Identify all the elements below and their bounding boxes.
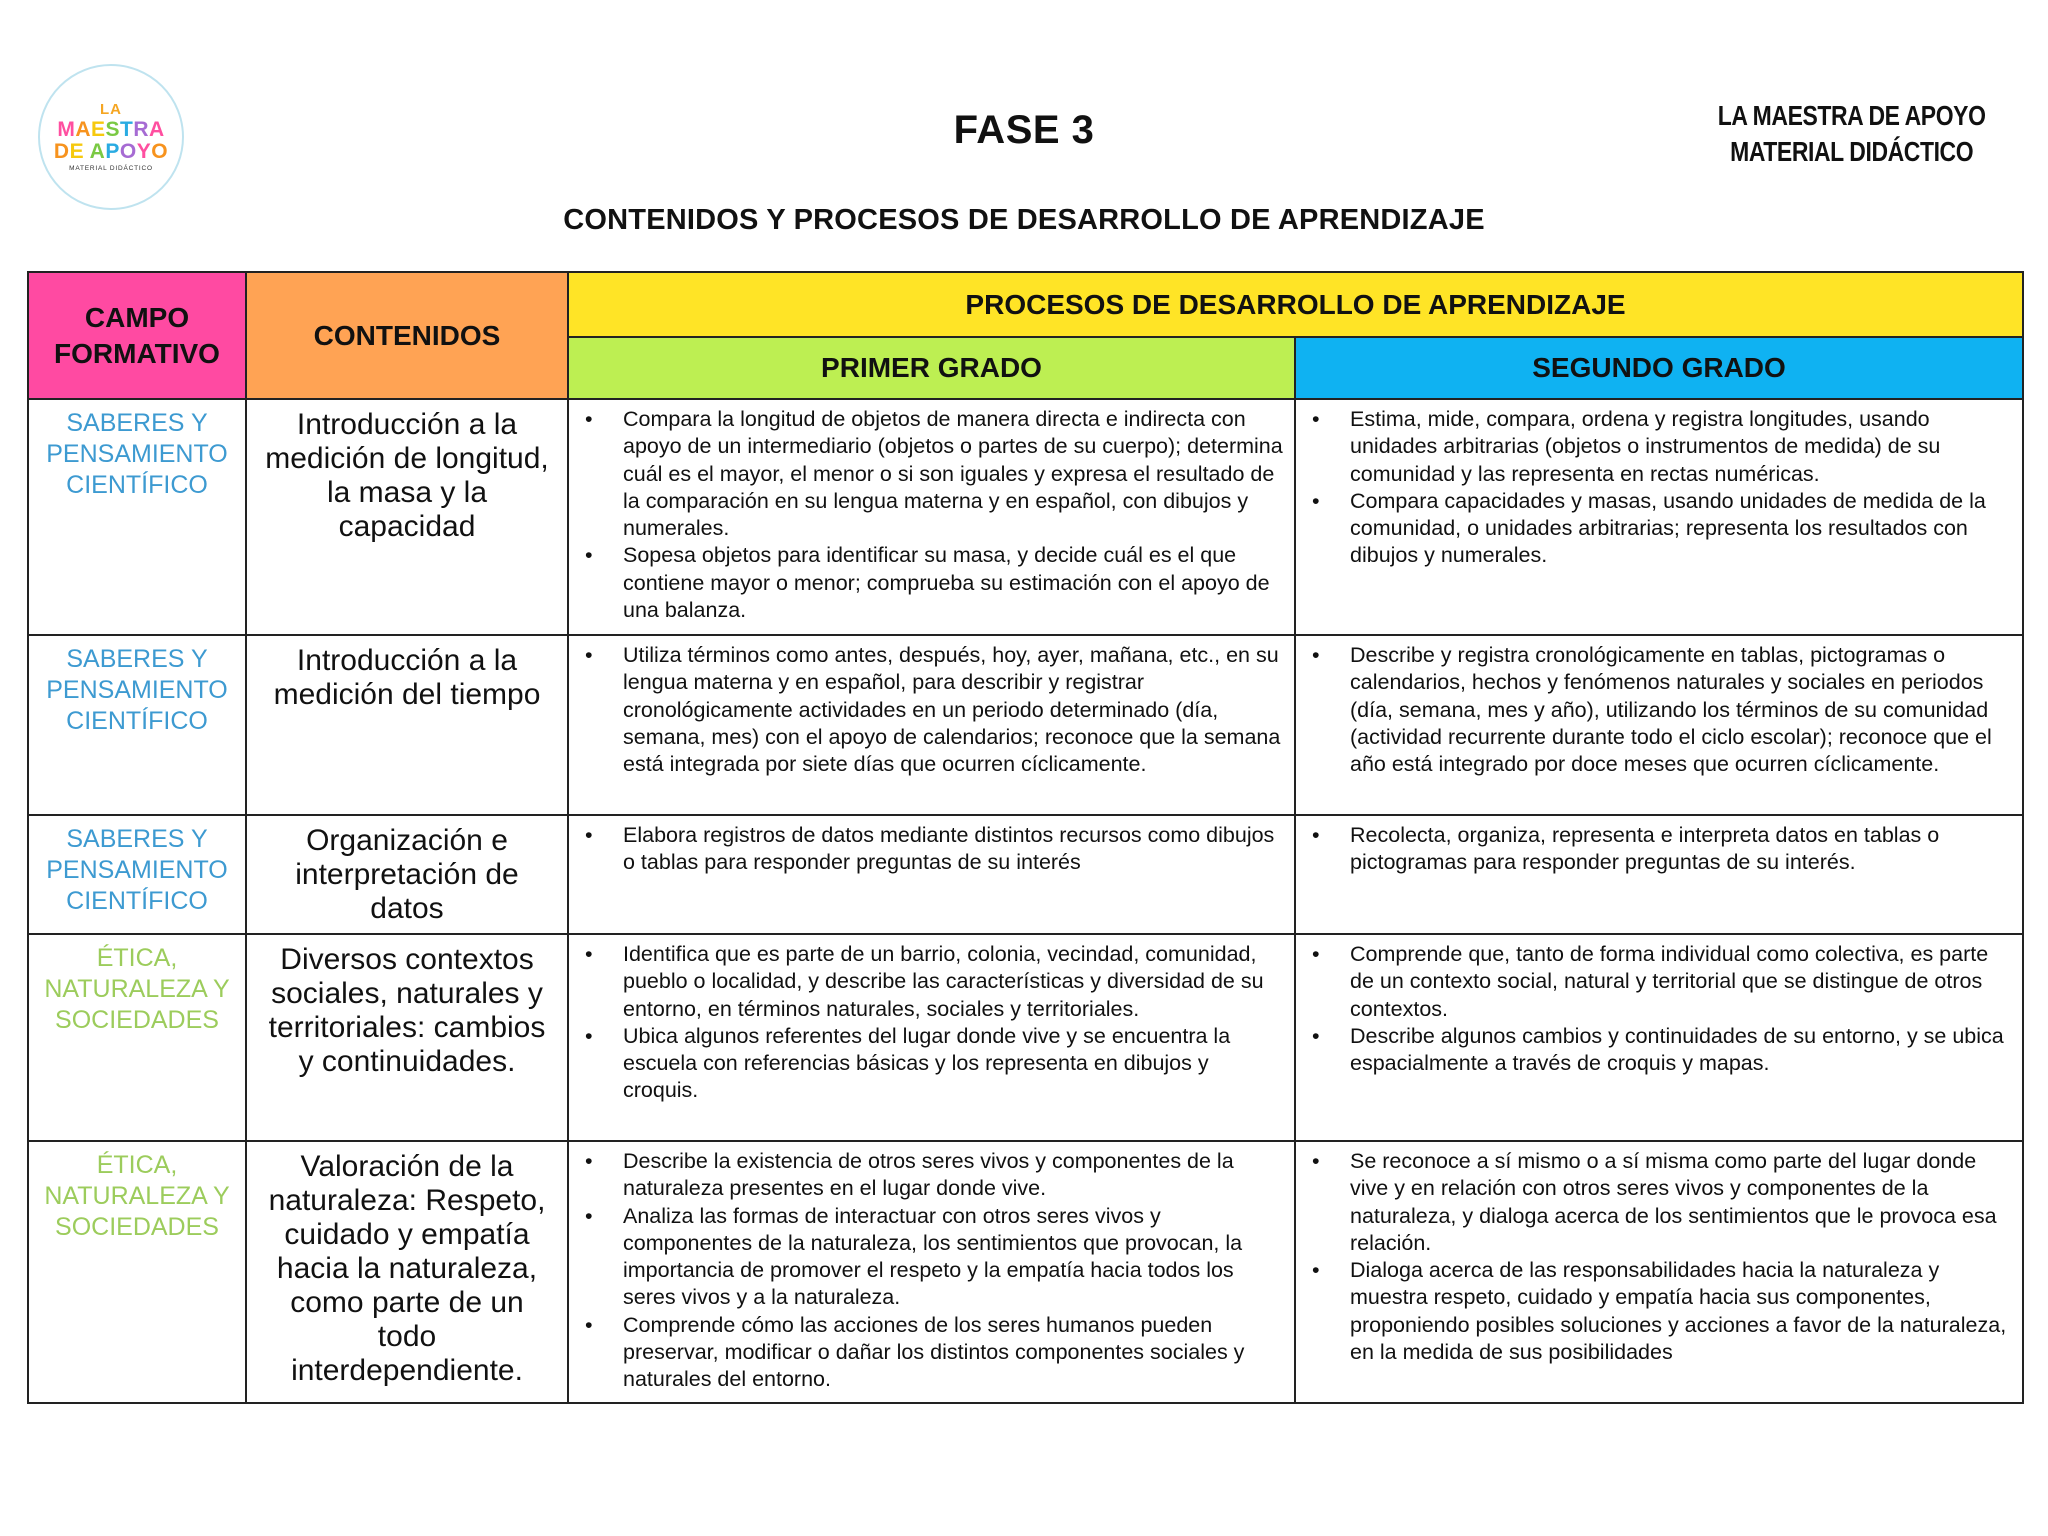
primer-grado-cell xyxy=(568,399,1295,635)
campo-formativo-cell: SABERES Y PENSAMIENTO CIENTÍFICO xyxy=(28,815,246,934)
list-item: • Describe la existencia de otros seres vivos y componentes de la naturaleza presentes en el lugar donde vive. xyxy=(579,1148,1284,1203)
table-row xyxy=(28,635,2023,815)
list-item: • Comprende cómo las acciones de los seres humanos pueden preservar, modificar o dañar los distintos componentes sociales y naturales del entorno. xyxy=(579,1312,1284,1394)
primer-grado-cell xyxy=(568,934,1295,1141)
logo-line-3: DE APOYO xyxy=(53,139,169,163)
primer-grado-cell xyxy=(568,815,1295,934)
logo-line-1: LA xyxy=(100,100,122,118)
list-item: • Recolecta, organiza, representa e interpreta datos en tablas o pictogramas para responder preguntas de su interés. xyxy=(1306,822,2012,877)
list-item: • Describe y registra cronológicamente en tablas, pictogramas o calendarios, hechos y fenómenos naturales y sociales en periodos (día, semana, mes y año), utilizando los términos de su comunidad (actividad recurrente durante todo el ciclo escolar); reconoce que el año está integrado por doce meses que ocurren cíclicamente. xyxy=(1306,642,2012,778)
header-contenidos: CONTENIDOS xyxy=(246,272,568,399)
campo-formativo-cell: SABERES Y PENSAMIENTO CIENTÍFICO xyxy=(28,635,246,815)
page-subtitle: CONTENIDOS Y PROCESOS DE DESARROLLO DE APRENDIZAJE xyxy=(563,204,1485,236)
segundo-grado-cell xyxy=(1295,1141,2023,1403)
brand-name xyxy=(1718,98,1986,170)
logo-line-4: MATERIAL DIDÁCTICO xyxy=(69,164,153,172)
list-item: • Estima, mide, compara, ordena y registra longitudes, usando unidades arbitrarias (objetos o instrumentos de medida) de su comunidad y las representa en rectas numéricas. xyxy=(1306,406,2012,488)
contenido-cell: Valoración de la naturaleza: Respeto, cuidado y empatía hacia la naturaleza, como parte de un todo interdependiente. xyxy=(246,1141,568,1403)
list-item: • Se reconoce a sí mismo o a sí misma como parte del lugar donde vive y en relación con otros seres vivos y componentes de la naturaleza, y dialoga acerca de los sentimientos que le provoca esa relación. xyxy=(1306,1148,2012,1257)
campo-formativo-cell: ÉTICA, NATURALEZA Y SOCIEDADES xyxy=(28,1141,246,1403)
brand-line-1: LA MAESTRA DE APOYO xyxy=(1718,100,1986,131)
brand-line-2: MATERIAL DIDÁCTICO xyxy=(1730,136,1974,167)
logo-line-2: MAESTRA xyxy=(57,117,165,141)
campo-formativo-cell: SABERES Y PENSAMIENTO CIENTÍFICO xyxy=(28,399,246,635)
segundo-grado-cell xyxy=(1295,815,2023,934)
list-item: • Analiza las formas de interactuar con otros seres vivos y componentes de la naturaleza, los sentimientos que provocan, la importancia de promover el respeto y la empatía hacia todos los seres vivos y a la naturaleza. xyxy=(579,1203,1284,1312)
contenido-cell: Introducción a la medición del tiempo xyxy=(246,635,568,815)
contenido-cell: Diversos contextos sociales, naturales y territoriales: cambios y continuidades. xyxy=(246,934,568,1141)
list-item: • Elabora registros de datos mediante distintos recursos como dibujos o tablas para responder preguntas de su interés xyxy=(579,822,1284,877)
campo-formativo-cell: ÉTICA, NATURALEZA Y SOCIEDADES xyxy=(28,934,246,1141)
primer-grado-cell xyxy=(568,635,1295,815)
table-row xyxy=(28,934,2023,1141)
list-item: • Describe algunos cambios y continuidades de su entorno, y se ubica espacialmente a través de croquis y mapas. xyxy=(1306,1023,2012,1078)
list-item: • Comprende que, tanto de forma individual como colectiva, es parte de un contexto social, natural y territorial que se distingue de otros contextos. xyxy=(1306,941,2012,1023)
segundo-grado-cell xyxy=(1295,399,2023,635)
list-item: • Compara capacidades y masas, usando unidades de medida de la comunidad, o unidades arbitrarias; representa los resultados con dibujos y numerales. xyxy=(1306,488,2012,570)
list-item: • Dialoga acerca de las responsabilidades hacia la naturaleza y muestra respeto, cuidado y empatía hacia sus componentes, proponiendo posibles soluciones y acciones a favor de la naturaleza, en la medida de sus posibilidades xyxy=(1306,1257,2012,1366)
table-row xyxy=(28,815,2023,934)
header-campo-label: CAMPO FORMATIVO xyxy=(54,301,220,369)
primer-grado-cell xyxy=(568,1141,1295,1403)
header-segundo-grado: SEGUNDO GRADO xyxy=(1295,337,2023,399)
contenido-cell: Organización e interpretación de datos xyxy=(246,815,568,934)
list-item: • Ubica algunos referentes del lugar donde vive y se encuentra la escuela con referencias básicas y los representa en dibujos y croquis. xyxy=(579,1023,1284,1105)
contenido-cell: Introducción a la medición de longitud, la masa y la capacidad xyxy=(246,399,568,635)
segundo-grado-cell xyxy=(1295,635,2023,815)
list-item: • Utiliza términos como antes, después, hoy, ayer, mañana, etc., en su lengua materna y en español, para describir y registrar cronológicamente actividades en un periodo determinado (día, semana, mes) con el apoyo de calendarios; reconoce que la semana está integrada por siete días que ocurren cíclicamente. xyxy=(579,642,1284,778)
list-item: • Identifica que es parte de un barrio, colonia, vecindad, comunidad, pueblo o localidad, y describe las características y diversidad de su entorno, en términos naturales, sociales y territoriales. xyxy=(579,941,1284,1023)
header-primer-grado: PRIMER GRADO xyxy=(568,337,1295,399)
header-procesos: PROCESOS DE DESARROLLO DE APRENDIZAJE xyxy=(568,272,2023,337)
table-row xyxy=(28,1141,2023,1403)
page-title: FASE 3 xyxy=(953,108,1095,152)
list-item: • Sopesa objetos para identificar su masa, y decide cuál es el que contiene mayor o menor; comprueba su estimación con el apoyo de una balanza. xyxy=(579,542,1284,624)
segundo-grado-cell xyxy=(1295,934,2023,1141)
table-row xyxy=(28,399,2023,635)
list-item: • Compara la longitud de objetos de manera directa e indirecta con apoyo de un intermediario (objetos o partes de su cuerpo); determina cuál es el mayor, el menor o si son iguales y expresa el resultado de la comparación en su lengua materna y en español, con dibujos y numerales. xyxy=(579,406,1284,542)
curriculum-table xyxy=(27,271,2024,1404)
header-campo-formativo xyxy=(28,272,246,399)
